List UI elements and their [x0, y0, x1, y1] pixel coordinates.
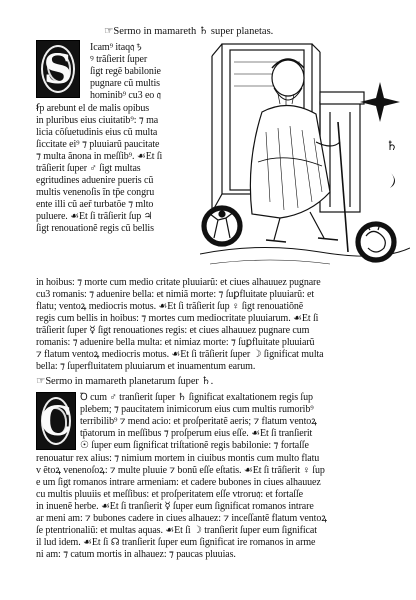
section-subheading: ☞Sermo in mamareth planetarum ſuper ♄. — [36, 376, 214, 387]
text-line: licia cõſuetudinis eius cũ multa — [36, 127, 158, 138]
text-line: trãſierit ſuper ♂ ſigt multas — [36, 163, 141, 174]
text-line: cu multis pluuiis et meſſibus: et proſperitatem eſſe vtroru𝔮: et fortaſſe — [36, 489, 303, 500]
text-line: hominib⁹ cu3 eo 𝔮 — [90, 90, 161, 101]
text-line: in pluribus eius ciuitatib⁹: ⁊ ma — [36, 115, 159, 126]
text-line: ſiccitate ei⁹ ⁊ pluuiarũ paucitate — [36, 139, 160, 150]
text-line: ſe ptentrionaliũ: et multas aquas. ☙Et ſi ☽ tranſierit ſuper eum ſignificat — [36, 525, 317, 536]
text-line: egritudines aduenire pueris cũ — [36, 175, 154, 186]
text-line: in inuenẽ herbe. ☙Et ſi tranſierit ☿ ſuper eum ſignificat romanos intrare — [36, 501, 314, 512]
text-line: cu3 romanis: ⁊ aduenire bella: et nimiã morte: ⁊ ſuꝑfluitate pluuiarũ: et — [36, 289, 315, 300]
text-line: puluere. ☙Et ſi trãſierit ſup ♃ — [36, 211, 153, 222]
text-line: il lud idem. ☙Et ſi ☊ tranſierit ſuper eum ſignificat ire romanos in arme — [36, 537, 316, 548]
text-line: ni am: ⁊ catum mortis in alhauez: ⁊ paucas pluuias. — [36, 549, 236, 560]
text-line: Icam⁹ itaq𝔮 ♄ — [90, 42, 142, 53]
text-line: ar meni am: ⁊ bubones cadere in ciues alhauez: ⁊ inceſſantẽ flatum ventoꝝ — [36, 513, 327, 524]
text-line: regis cum bellis in hoibus: ⁊ mortes cum mediocritate pluuiarum. ☙Et ſi — [36, 313, 319, 324]
text-line: plebem; ⁊ paucitatem inimicorum eius cum multis rumorib⁹ — [80, 404, 314, 415]
text-line: ⁊ multa ãnona in meſſib⁹. ☙Et ſi — [36, 151, 163, 162]
page-heading: ☞Sermo in mamareth ♄ super planetas. — [104, 26, 274, 37]
text-line: pugnare cũ multis — [90, 78, 160, 89]
text-line: terribilib⁹ ⁊ mend acio: et proſperitatẽ aeris; ⁊ flatum ventoꝝ — [80, 416, 317, 427]
decorated-initial-s — [36, 40, 80, 98]
text-line: ſigt regẽ babilonie — [90, 66, 161, 77]
text-line: v ẽtoꝝ venenoſoꝝ: ⁊ multe pluuie ⁊ bonũ eſſe eſtatis. ☙Et ſi trãſierit ♀ ſup — [36, 465, 325, 476]
initial-letter: C — [40, 397, 72, 445]
text-line: e um ſigt romanos intrare armeniam: et cadere bubones in ciues alhauuez — [36, 477, 321, 488]
text-line: ente illi cũ aer̃ turbatõe ⁊ mlto — [36, 199, 154, 210]
text-line: ⁊ flatum ventoꝝ mediocris motus. ☙Et ſi trãſierit ſuper ☽ ſignificat multa — [36, 349, 324, 360]
text-line: romanis: ⁊ aduenire bella multa: et nimiaz morte: ⁊ ſuꝑfluitate pluuiarũ — [36, 337, 315, 348]
saturn-woodcut-illustration — [200, 42, 410, 274]
text-line: ẜp arebunt el de malis opibus — [36, 103, 150, 114]
decorated-initial-c — [36, 392, 76, 450]
star-icon — [360, 82, 400, 122]
text-line: trãſierit ſuper ☿ ſigt renouationes regis: et ciues alhauuez pugnare cum — [36, 325, 310, 336]
text-line: renouatur rex alius: ⁊ nimium mortem in ciuibus montis cum multo flatu — [36, 453, 320, 464]
medallion-right — [356, 222, 396, 262]
saturn-symbol: ♄ — [386, 139, 398, 154]
text-line: flatu; ventoꝝ mediocris motus. ☙Et ſi trãſierit ſup ♀ ſigt renouatiõnẽ — [36, 301, 304, 312]
text-line: multis venenoſis ĩn tp̃e congru — [36, 187, 155, 198]
medallion-left — [202, 206, 242, 246]
text-line: ꝰ trãſierit ſuper — [90, 54, 148, 65]
text-line: ſigt renouationẽ regis cũ bellis — [36, 223, 154, 234]
text-line: bella: ⁊ ſuperfluitatem pluuiarum et inuamentum earum. — [36, 361, 256, 372]
text-line: in hoibus: ⁊ morte cum medio critate pluuiarũ: et ciues alhauuez pugnare — [36, 277, 321, 288]
text-line: ☉ ſuper eum ſignificat triſtationẽ regis babilonie: ⁊ fortaſſe — [80, 440, 309, 451]
text-line: tp̃atorum in meſſibus ⁊ proſperum eius eſſe. ☙Et ſi tranſierit — [80, 428, 313, 439]
initial-letter: S — [43, 45, 73, 93]
text-line: Ꝺ cum ♂ tranſierit ſuper ♄ ſignificat exaltationem regis ſup — [80, 392, 313, 403]
